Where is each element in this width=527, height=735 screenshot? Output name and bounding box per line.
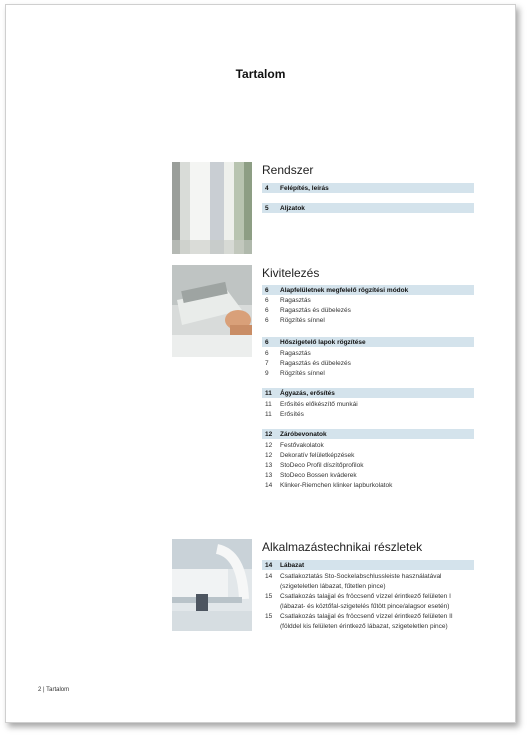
trowel-application-photo: [172, 265, 252, 357]
toc-entry[interactable]: 15 Csatlakozás talajjal és fröccsenő vízzel érintkező felületen I: [265, 593, 451, 600]
section-heading: Rendszer: [262, 163, 314, 177]
toc-group-bar[interactable]: 14 Lábazat: [262, 560, 474, 570]
section-heading: Alkalmazástechnikai részletek: [262, 540, 423, 554]
toc-entry[interactable]: 6 Ragasztás: [265, 350, 311, 357]
insulation-layers-photo: [172, 162, 252, 254]
toc-group-bar[interactable]: 12 Záróbevonatok: [262, 429, 474, 439]
base-profile-photo: [172, 539, 252, 631]
toc-group-bar[interactable]: 4 Felépítés, leírás: [262, 183, 474, 193]
toc-group-bar[interactable]: 6 Alapfelületnek megfelelő rögzítési módok: [262, 285, 474, 295]
toc-entry[interactable]: 15 Csatlakozás talajjal és fröccsenő vízzel érintkező felületen II: [265, 613, 453, 620]
page-title: Tartalom: [235, 67, 286, 81]
toc-entry[interactable]: (földdel kis felületen érintkező lábazat, szigeteletlen pince): [280, 623, 448, 630]
toc-group-bar[interactable]: 11 Ágyazás, erősítés: [262, 388, 474, 398]
toc-entry[interactable]: 14 Csatlakoztatás Sto-Sockelabschlussleiste használatával: [265, 573, 442, 580]
toc-entry[interactable]: 9 Rögzítés sínnel: [265, 370, 325, 377]
toc-group-bar[interactable]: 6 Hőszigetelő lapok rögzítése: [262, 337, 474, 347]
page-footer: 2 | Tartalom: [38, 687, 70, 693]
toc-entry[interactable]: 13 StoDeco Bossen kváderek: [265, 472, 357, 479]
toc-entry[interactable]: 14 Klinker-Riemchen klinker lapburkolatok: [265, 482, 393, 489]
toc-entry[interactable]: 11 Erősítés: [265, 411, 304, 418]
toc-entry[interactable]: 12 Dekoratív felületképzések: [265, 452, 355, 459]
toc-entry[interactable]: 6 Ragasztás: [265, 297, 311, 304]
toc-entry[interactable]: 7 Ragasztás és dübelezés: [265, 360, 351, 367]
toc-entry[interactable]: 12 Festővakolatok: [265, 442, 324, 449]
toc-group-bar[interactable]: 5 Aljzatok: [262, 203, 474, 213]
toc-entry[interactable]: (lábazat- és köztőfal-szigetelés fűtött pince/alagsor esetén): [280, 603, 450, 610]
section-heading: Kivitelezés: [262, 266, 320, 280]
toc-entry[interactable]: 6 Ragasztás és dübelezés: [265, 307, 351, 314]
document-page: [5, 4, 516, 723]
toc-entry[interactable]: 13 StoDeco Profil díszítőprofilok: [265, 462, 364, 469]
toc-entry[interactable]: (szigeteletlen lábazat, fűtetlen pince): [280, 583, 386, 590]
toc-entry[interactable]: 11 Erősítés előkészítő munkái: [265, 401, 358, 408]
toc-entry[interactable]: 6 Rögzítés sínnel: [265, 317, 325, 324]
